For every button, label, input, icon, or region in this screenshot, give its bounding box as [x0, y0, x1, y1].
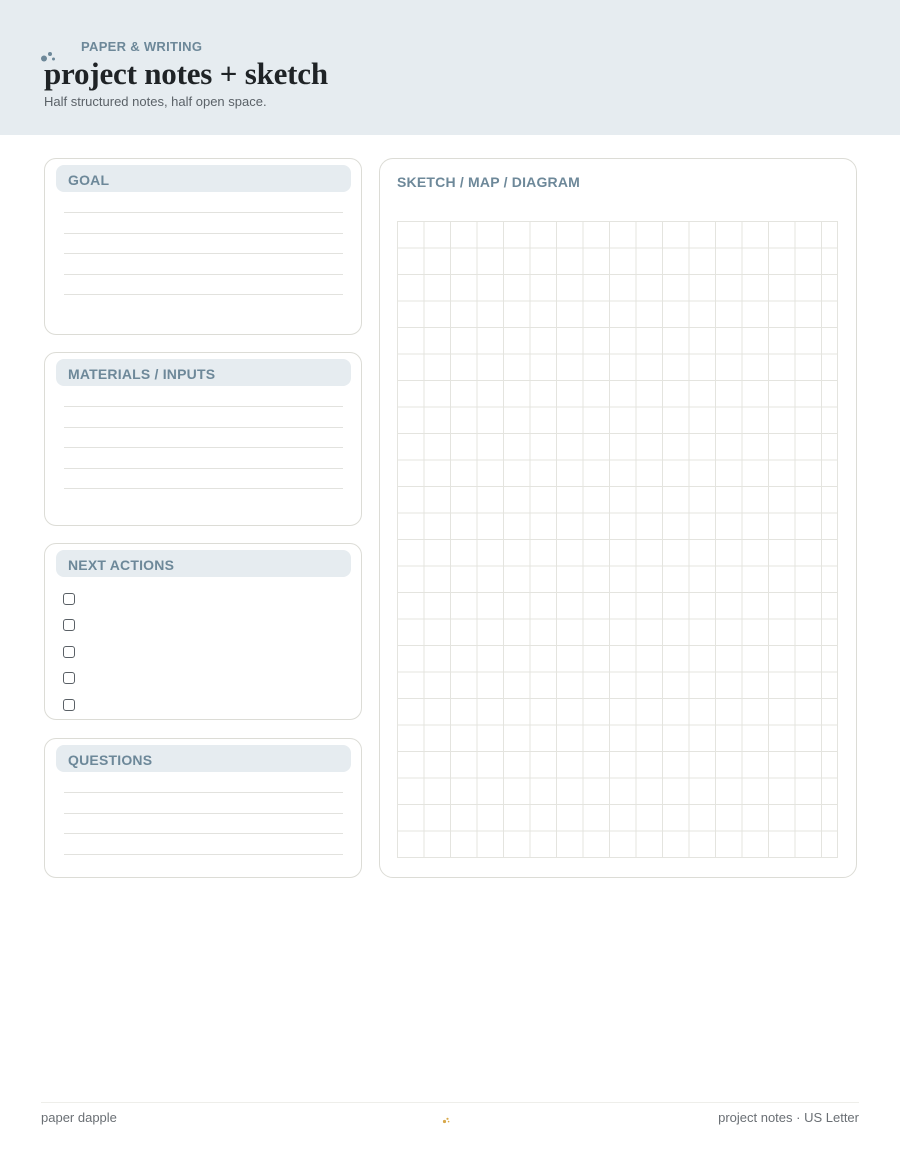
- sketch-heading: SKETCH / MAP / DIAGRAM: [397, 174, 581, 190]
- checkbox[interactable]: [63, 699, 75, 711]
- writing-line: [64, 294, 343, 295]
- writing-line: [64, 253, 343, 254]
- materials-card: [44, 352, 362, 526]
- action-item: [63, 592, 75, 604]
- writing-line: [64, 427, 343, 428]
- writing-line: [64, 274, 343, 275]
- writing-line: [64, 468, 343, 469]
- writing-line: [64, 792, 343, 793]
- action-item: [63, 645, 75, 657]
- writing-line: [64, 406, 343, 407]
- writing-line: [64, 813, 343, 814]
- sketch-grid: [397, 221, 838, 858]
- writing-line: [64, 854, 343, 855]
- footer-divider: [41, 1102, 859, 1103]
- page-subtitle: Half structured notes, half open space.: [44, 94, 267, 109]
- goal-heading: GOAL: [56, 165, 351, 192]
- goal-card: [44, 158, 362, 335]
- checkbox[interactable]: [63, 619, 75, 631]
- checkbox[interactable]: [63, 646, 75, 658]
- checkbox[interactable]: [63, 672, 75, 684]
- page-title: project notes + sketch: [44, 56, 328, 91]
- next-actions-heading: NEXT ACTIONS: [56, 550, 351, 577]
- dots-mark-icon: [442, 1116, 450, 1124]
- writing-line: [64, 488, 343, 489]
- sketch-card: [379, 158, 857, 878]
- action-item: [63, 671, 75, 683]
- action-item: [63, 698, 75, 710]
- section-kicker: PAPER & WRITING: [81, 39, 203, 54]
- questions-heading: QUESTIONS: [56, 745, 351, 772]
- action-item: [63, 618, 75, 630]
- checkbox[interactable]: [63, 593, 75, 605]
- footer-brand: paper dapple: [41, 1110, 117, 1125]
- writing-line: [64, 233, 343, 234]
- page-header: [0, 0, 900, 135]
- writing-line: [64, 833, 343, 834]
- writing-line: [64, 447, 343, 448]
- questions-card: [44, 738, 362, 878]
- writing-line: [64, 212, 343, 213]
- footer-meta: project notes · US Letter: [718, 1110, 859, 1125]
- next-actions-card: [44, 543, 362, 720]
- materials-heading: MATERIALS / INPUTS: [56, 359, 351, 386]
